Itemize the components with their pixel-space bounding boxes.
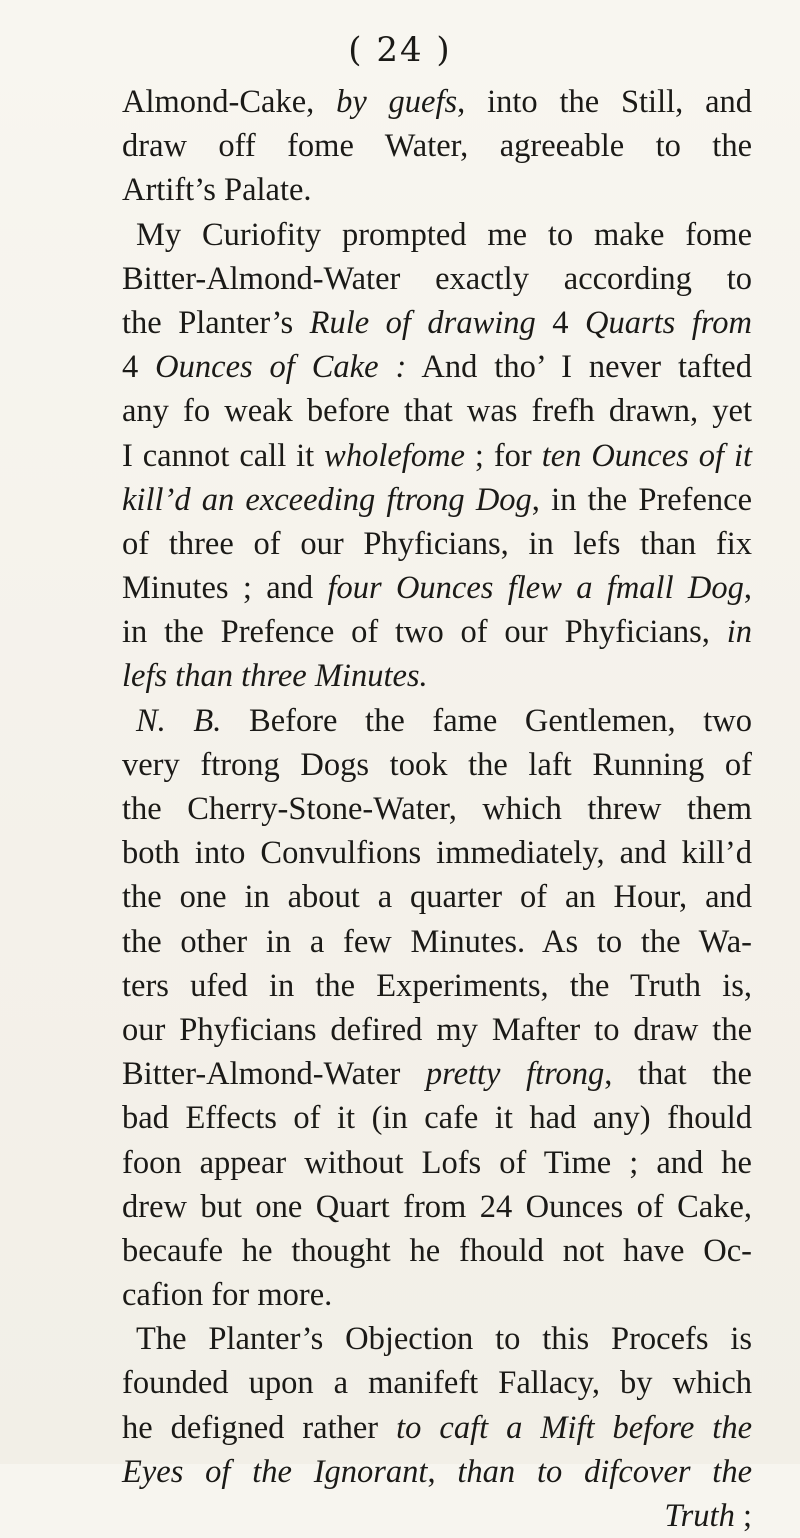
text-segment: 4 [122,349,156,386]
text-line [122,257,752,301]
body-text [122,80,752,1538]
italic-text: four Ounces flew a fmall Dog [327,570,744,607]
text-line [122,1494,752,1538]
text-segment: drew but one Quart from 24 Ounces of Cake, [122,1188,752,1225]
text-line [122,345,752,389]
text-line [122,301,752,345]
text-segment: The Planter’s Objection to this Procefs is [136,1321,752,1358]
text-segment: of three of our Phyficians, in lefs than fix [122,525,752,562]
text-line [122,213,752,257]
text-line [122,1361,752,1405]
text-line [122,1317,752,1361]
text-segment: the other in a few Minutes. As to the Wa- [122,923,752,960]
text-segment: 4 [535,304,586,341]
text-segment: Bitter-Almond-Water [122,1056,426,1093]
italic-text: than to difcover the [457,1453,753,1490]
text-segment: , into the Still, and [457,84,752,120]
text-segment: , in the Prefence [531,481,753,518]
text-line [122,1185,752,1229]
text-segment: our Phyficians defired my Mafter to draw the [122,1011,752,1048]
text-line [122,831,752,875]
text-line [122,168,752,212]
italic-text: to caft a Mift before the [396,1409,753,1446]
text-line [122,434,752,478]
text-segment: the Cherry-Stone-Water, which threw them [122,791,752,827]
text-line [122,787,752,831]
text-segment: ters ufed in the Experiments, the Truth is, [122,967,752,1004]
italic-text: by guefs [336,84,458,120]
text-line [122,522,752,566]
italic-text: Quarts from [585,304,752,341]
italic-text: Rule of drawing [309,304,536,341]
text-segment: Bitter-Almond-Water exactly according to [122,260,752,297]
text-line [122,654,752,698]
text-line [122,610,752,654]
text-segment: Before the fame Gentlemen, two [221,702,753,739]
text-segment: Minutes ; and [122,570,328,607]
italic-text: wholefome [324,437,465,474]
italic-text: Eyes of the Ignorant [122,1453,428,1490]
text-segment: the Planter’s [122,304,310,341]
text-segment: draw off fome Water, agreeable to the [122,128,752,165]
text-line [122,566,752,610]
text-segment: , that the [604,1056,752,1093]
text-line [122,875,752,919]
italic-text: N. B. [136,702,222,739]
text-line [122,699,752,743]
text-segment: he defigned rather [122,1409,397,1446]
text-segment: the one in about a quarter of an Hour, and [122,879,752,916]
text-segment: cafion for more. [122,1277,333,1314]
text-line [122,1273,752,1317]
italic-text: Truth [664,1498,735,1534]
italic-text: in [726,614,752,651]
text-line [122,964,752,1008]
italic-text: lefs than three Minutes. [122,658,428,695]
text-segment: , [743,570,753,607]
text-segment: And tho’ I never tafted [406,349,752,386]
page-number: ( 24 ) [348,30,452,70]
text-line [122,80,752,124]
text-line [122,920,752,964]
text-line [122,389,752,433]
italic-text: kill’d an exceeding ftrong Dog [122,481,532,518]
text-segment: both into Convulfions immediately, and kill’d [122,835,752,872]
italic-text: ten Ounces of it [541,437,753,474]
text-segment: very ftrong Dogs took the laft Running of [122,746,752,783]
text-segment: ; for [464,437,542,474]
text-segment: Almond-Cake, [122,84,337,120]
text-line [122,1141,752,1185]
text-line [122,1229,752,1273]
text-line [122,478,752,522]
text-segment: becaufe he thought he fhould not have Oc- [122,1232,752,1269]
text-line [122,1450,752,1494]
text-line [122,1008,752,1052]
text-line [122,1096,752,1140]
text-segment: foon appear without Lofs of Time ; and he [122,1144,752,1181]
text-segment: founded upon a manifeft Fallacy, by which [122,1365,752,1402]
text-segment: , [427,1453,458,1490]
text-segment: ; [734,1498,752,1534]
italic-text: Ounces of Cake : [155,349,407,386]
text-segment: I cannot call it [122,437,325,474]
text-line [122,124,752,168]
text-segment: bad Effects of it (in cafe it had any) fhould [122,1100,752,1137]
text-line [122,1406,752,1450]
italic-text: pretty ftrong [425,1056,605,1093]
text-segment: Artift’s Palate. [122,172,312,209]
text-segment: any fo weak before that was frefh drawn, yet [122,393,752,430]
text-segment: in the Prefence of two of our Phyficians, [122,614,727,651]
text-segment: My Curiofity prompted me to make fome [136,216,752,253]
text-line [122,743,752,787]
text-line [122,1052,752,1096]
